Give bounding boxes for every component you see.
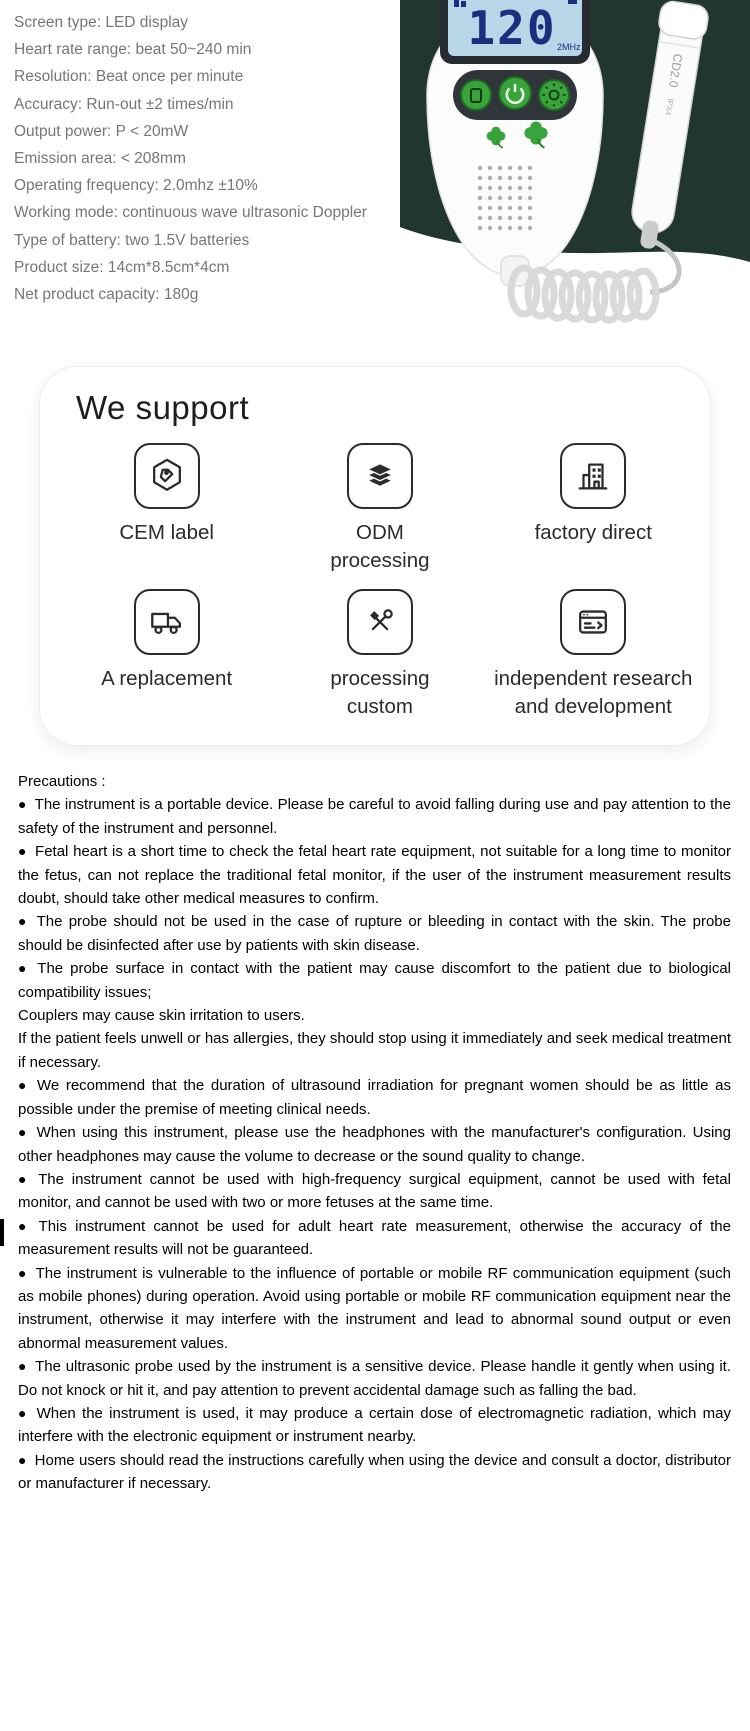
spec-line: Resolution: Beat once per minute bbox=[14, 68, 244, 86]
bullet-icon: ● bbox=[18, 1404, 29, 1421]
bullet-icon: ● bbox=[18, 960, 30, 977]
bullet-icon: ● bbox=[18, 1358, 28, 1375]
precaution-item: Couplers may cause skin irritation to users. bbox=[18, 1007, 305, 1025]
bullet-icon: ● bbox=[18, 1451, 27, 1468]
support-item-label: A replacement bbox=[101, 667, 233, 690]
precautions-section bbox=[0, 770, 750, 1556]
spec-line: Emission area: < 208mm bbox=[14, 150, 186, 168]
precaution-item: ● We recommend that the duration of ultrasound irradiation for pregnant women should be as little as possible under the premise of meeting clinical needs. bbox=[18, 1077, 731, 1118]
precaution-item: ● The instrument cannot be used with high-frequency surgical equipment, cannot be used with fetal monitor, and cannot be used with two or more fetuses at the same time. bbox=[18, 1170, 731, 1212]
precaution-item: ● When using this instrument, please use the headphones with the manufacturer's configuration. Using other headphones may cause the volume to decrease or the sound quality to change. bbox=[18, 1124, 731, 1165]
support-item-label: independent research and development bbox=[494, 667, 693, 718]
bullet-icon: ● bbox=[18, 1077, 29, 1094]
spec-line: Type of battery: two 1.5V batteries bbox=[14, 231, 250, 249]
lcd-reading: 120 bbox=[467, 1, 557, 55]
probe-rating-text: IPX4 bbox=[663, 97, 676, 117]
spec-line: Heart rate range: beat 50~240 min bbox=[14, 41, 252, 59]
precautions-title: Precautions : bbox=[18, 773, 106, 790]
delivery-truck-icon bbox=[134, 589, 200, 655]
support-row bbox=[60, 443, 700, 575]
browser-window-icon bbox=[560, 589, 626, 655]
bullet-icon: ● bbox=[18, 1170, 31, 1187]
spec-line: Output power: P < 20mW bbox=[14, 122, 189, 140]
precaution-item: ● The instrument is vulnerable to the influence of portable or mobile RF communication equipment (such as mobile phones) during operation. Avoid using portable or mobile RF communication equipment near the instrument, otherwise it may interfere with the instrument and lead to abnormal sound output or even abnormal measurement values. bbox=[18, 1264, 731, 1352]
spec-line: Product size: 14cm*8.5cm*4cm bbox=[14, 258, 230, 276]
we-support-panel bbox=[39, 366, 711, 746]
power-button bbox=[499, 77, 531, 109]
hexagon-shield-icon bbox=[134, 443, 200, 509]
precaution-item: ● This instrument cannot be used for adult heart rate measurement, otherwise the accuracy of the measurement results will not be guaranteed. bbox=[18, 1217, 731, 1259]
crossed-tools-icon bbox=[347, 589, 413, 655]
product-photo bbox=[400, 0, 750, 345]
precaution-item: ● When the instrument is used, it may produce a certain dose of electromagnetic radiation, which may interfere with the electronic equipment or instrument nearby. bbox=[18, 1404, 731, 1446]
fetal-doppler-illustration bbox=[400, 0, 750, 345]
precaution-item: ● Home users should read the instructions carefully when using the device and consult a doctor, distributor or manufacturer if necessary. bbox=[18, 1451, 731, 1493]
lcd-mode-text: 2MHz bbox=[557, 42, 581, 52]
bullet-icon: ● bbox=[18, 1124, 29, 1141]
bullet-icon: ● bbox=[18, 796, 27, 813]
support-item-cem-label bbox=[60, 443, 273, 575]
spec-line: Screen type: LED display bbox=[14, 14, 189, 31]
mode-button bbox=[461, 80, 491, 110]
support-item-label: factory direct bbox=[534, 521, 652, 544]
bullet-icon: ● bbox=[18, 843, 28, 860]
support-item-replacement bbox=[60, 589, 273, 721]
product-spec-section bbox=[0, 0, 750, 352]
left-edge-mark bbox=[0, 1219, 4, 1246]
spec-line: Net product capacity: 180g bbox=[14, 286, 199, 304]
precaution-item: If the patient feels unwell or has allergies, they should stop using it immediately and seek medical treatment if necessary. bbox=[18, 1030, 731, 1071]
factory-building-icon bbox=[560, 443, 626, 509]
bullet-icon: ● bbox=[18, 1264, 28, 1281]
support-item-label: CEM label bbox=[119, 521, 214, 544]
spec-line: Operating frequency: 2.0mhz ±10% bbox=[14, 177, 258, 195]
support-item-label: ODM processing bbox=[330, 521, 430, 572]
precaution-item: ● The instrument is a portable device. Please be careful to avoid falling during use and pay attention to the safety of the instrument and personnel. bbox=[18, 796, 731, 837]
device-buttons bbox=[461, 77, 569, 110]
precaution-item: ● The ultrasonic probe used by the instrument is a sensitive device. Please handle it gently when using it. Do not knock or hit it, and pay attention to prevent accidental damage such as falling the bad. bbox=[18, 1358, 731, 1399]
support-item-processing-custom bbox=[273, 589, 486, 721]
support-item-independent-rd bbox=[487, 589, 700, 721]
support-item-label: processing custom bbox=[330, 667, 430, 718]
coiled-cord bbox=[511, 268, 656, 320]
layers-icon bbox=[347, 443, 413, 509]
we-support-title: We support bbox=[76, 389, 250, 426]
precaution-item: ● The probe surface in contact with the patient may cause discomfort to the patient due to biological compatibility issues; bbox=[18, 960, 731, 1001]
support-row bbox=[60, 589, 700, 721]
precaution-item: ● The probe should not be used in the case of rupture or bleeding in contact with the skin. The probe should be disinfected after use by patients with skin disease. bbox=[18, 913, 731, 954]
support-item-factory-direct bbox=[487, 443, 700, 575]
spec-line: Accuracy: Run-out ±2 times/min bbox=[14, 95, 234, 113]
probe-model-text: CD2.0 bbox=[665, 52, 686, 89]
spec-line: Working mode: continuous wave ultrasonic Doppler bbox=[14, 204, 367, 222]
bullet-icon: ● bbox=[18, 1217, 31, 1234]
support-item-odm-processing bbox=[273, 443, 486, 575]
bullet-icon: ● bbox=[18, 913, 29, 930]
precaution-item: ● Fetal heart is a short time to check the fetal heart rate equipment, not suitable for a long time to monitor the fetus, can not replace the traditional fetal monitor, if the user of the instrument measurement results doubt, should take other medical measures to confirm. bbox=[18, 843, 731, 908]
